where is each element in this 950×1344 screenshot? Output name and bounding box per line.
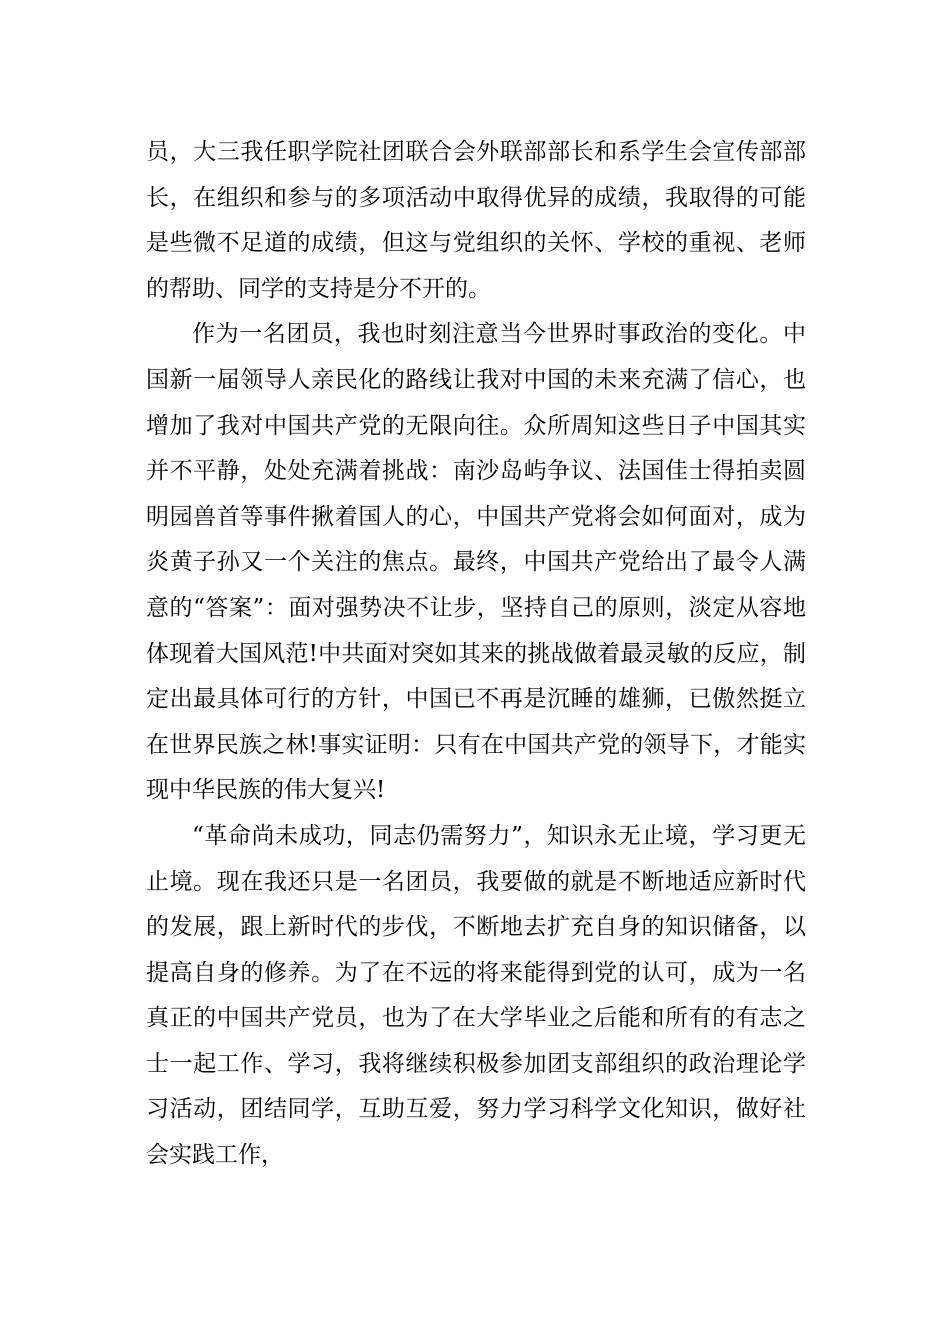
document-body [146, 130, 806, 1179]
paragraph-continue-learning: “革命尚未成功，同志仍需努力”，知识永无止境，学习更无止境。现在我还只是一名团员，我要做的就是不断地适应新时代的发展，跟上新时代的步伐，不断地去扩充自身的知识储备，以提高自身的修养。为了在不远的将来能得到党的认可，成为一名真正的中国共产党员，也为了在大学毕业之后能和所有的有志之士一起工作、学习，我将继续积极参加团支部组织的政治理论学习活动，团结同学，互助互爱，努力学习科学文化知识，做好社会实践工作， [146, 822, 806, 1169]
paragraph-current-affairs: 作为一名团员，我也时刻注意当今世界时事政治的变化。中国新一届领导人亲民化的路线让我对中国的未来充满了信心，也增加了我对中国共产党的无限向往。众所周知这些日子中国其实并不平静，处处充满着挑战：南沙岛屿争议、法国佳士得拍卖圆明园兽首等事件揪着国人的心，中国共产党将会如何面对，成为炎黄子孙又一个关注的焦点。最终，中国共产党给出了最令人满意的“答案”：面对强势决不让步，坚持自己的原则，淡定从容地体现着大国风范!中共面对突如其来的挑战做着最灵敏的反应，制定出最具体可行的方针，中国已不再是沉睡的雄狮，已傲然挺立在世界民族之林!事实证明：只有在中国共产党的领导下，才能实现中华民族的伟大复兴! [146, 321, 806, 804]
paragraph-continued: 员，大三我任职学院社团联合会外联部部长和系学生会宣传部部长，在组织和参与的多项活动中取得优异的成绩，我取得的可能是些微不足道的成绩，但这与党组织的关怀、学校的重视、老师的帮助、同学的支持是分不开的。 [146, 139, 806, 302]
